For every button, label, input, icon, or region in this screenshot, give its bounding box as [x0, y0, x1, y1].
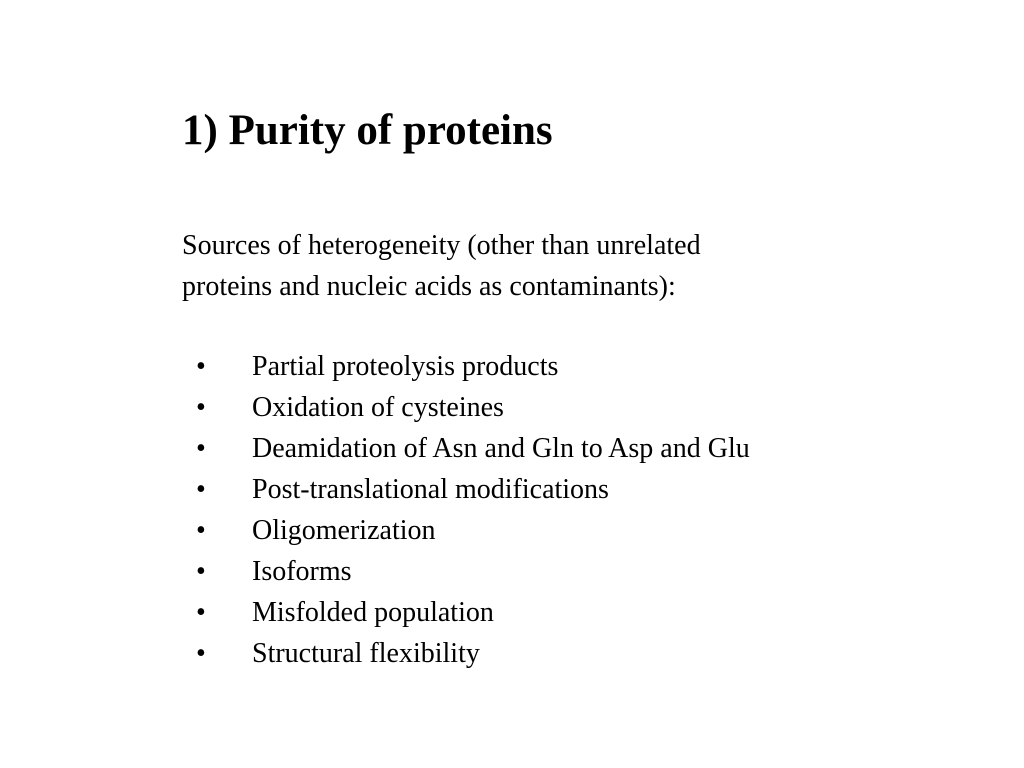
bullet-icon: • [196, 515, 206, 546]
slide-title: 1) Purity of proteins [182, 107, 553, 154]
intro-line: Sources of heterogeneity (other than unrelated [182, 230, 701, 261]
bullet-text: Isoforms [252, 556, 352, 587]
bullet-icon: • [196, 638, 206, 669]
bullet-text: Deamidation of Asn and Gln to Asp and Glu [252, 433, 750, 464]
bullet-icon: • [196, 556, 206, 587]
bullet-text: Misfolded population [252, 597, 494, 628]
bullet-icon: • [196, 474, 206, 505]
bullet-icon: • [196, 433, 206, 464]
bullet-text: Structural flexibility [252, 638, 480, 669]
bullet-text: Oxidation of cysteines [252, 392, 504, 423]
bullet-icon: • [196, 392, 206, 423]
bullet-text: Post-translational modifications [252, 474, 609, 505]
bullet-text: Partial proteolysis products [252, 351, 559, 382]
intro-paragraph [182, 225, 882, 307]
bullet-text: Oligomerization [252, 515, 436, 546]
bullet-icon: • [196, 351, 206, 382]
intro-line: proteins and nucleic acids as contaminants): [182, 271, 676, 302]
bullet-icon: • [196, 597, 206, 628]
